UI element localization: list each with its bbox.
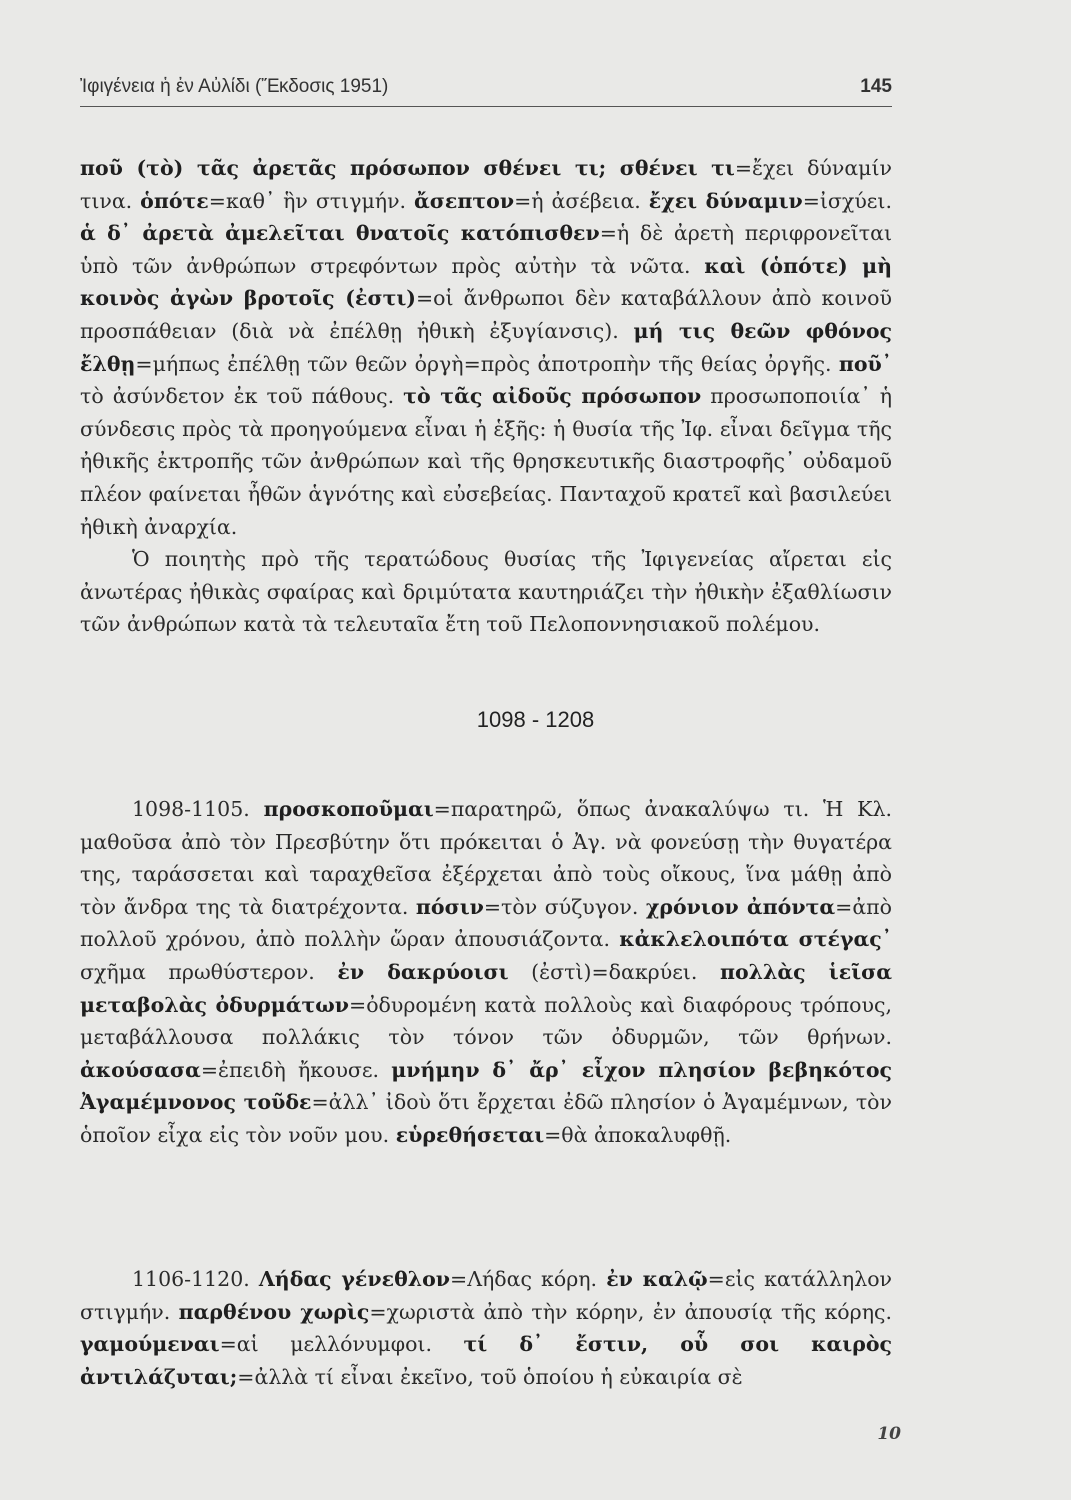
verse-reference: 1098-1105. (132, 797, 264, 821)
lemma: τὸ τᾶς αἰδοῦς πρόσωπον (403, 384, 702, 409)
lemma: πόσιν (415, 894, 484, 919)
lemma: πολλὰς ἱεῖσα μεταβολὰς ὀδυρμάτων (80, 959, 893, 1017)
printer-signature: 10 (877, 1424, 901, 1444)
gloss: τὸ ἀσύνδετον ἐκ τοῦ πάθους. (80, 384, 404, 409)
gloss: =μήπως ἐπέλθῃ τῶν θεῶν ὀργὴ=πρὸς ἀποτροπὴν τῆς θείας ὀργῆς. (135, 351, 839, 376)
lemma: κἀκλελοιπότα στέγας᾿ (619, 927, 892, 952)
gloss: =ἀλλὰ τί εἶναι ἐκεῖνο, τοῦ ὁποίου ἡ εὐκαιρία σὲ (237, 1364, 743, 1389)
lemma: ἔχει δύναμιν (648, 188, 803, 213)
gloss: =χωριστὰ ἀπὸ τὴν κόρην, ἐν ἀπουσίᾳ τῆς κόρης. (369, 1299, 892, 1324)
gloss: =θὰ ἀποκαλυφθῇ. (544, 1122, 732, 1147)
summary-paragraph: Ὁ ποιητὴς πρὸ τῆς τερατώδους θυσίας τῆς Ἰφιγενείας αἴρεται εἰς ἀνωτέρας ἠθικὰς σφαίρας καὶ δριμύτατα καυτηριάζει τὴν ἠθικὴν ἐξαθλίωσιν τῶν ἀνθρώπων κατὰ τὰ τελευταῖα ἔτη τοῦ Πελοποννησιακοῦ πολέμου. (80, 547, 892, 637)
lemma: ἐν δακρύοισι (337, 959, 509, 984)
lemma: ὁπότε (140, 188, 209, 213)
lemma: μνήμην δ᾿ ἄρ᾿ εἶχον πλησίον βεβηκότος Ἀγαμέμνονος τοῦδε (80, 1057, 892, 1115)
gloss: (ἐστὶ)=δακρύει. (508, 959, 720, 984)
gloss: =εἰς κατάλληλον στιγμήν. (80, 1267, 892, 1324)
lemma: ἁ δ᾿ ἀρετὰ ἀμελεῖται θνατοῖς κατόπισθεν (80, 221, 600, 246)
gloss: =ἀλλ᾿ ἰδοὺ ὅτι ἔρχεται ἐδῶ πλησίον ὁ Ἀγαμέμνων, τὸν ὁποῖον εἶχα εἰς τὸν νοῦν μου. (80, 1090, 892, 1147)
lemma: ποῦ᾿ (838, 351, 892, 376)
gloss: =ἀπὸ πολλοῦ χρόνου, ἀπὸ πολλὴν ὥραν ἀπουσιάζοντα. (80, 894, 892, 952)
lemma: Λήδας γένεθλον (258, 1267, 451, 1291)
lemma: χρόνιον ἀπόντα (645, 894, 836, 919)
gloss: προσωποποιία᾿ ἡ σύνδεσις πρὸς τὰ προηγούμενα εἶναι ἡ ἑξῆς: ἡ θυσία τῆς Ἰφ. εἶναι δεῖγμα τῆς ἠθικῆς ἐκτροπῆς τῶν ἀνθρώπων καὶ τῆς θρησκευτικῆς διαστροφῆς᾿ οὐδαμοῦ πλέον φαίνεται ἦθῶν ἁγνότης καὶ εὐσεβείας. Πανταχοῦ κρατεῖ καὶ βασιλεύει ἠθικὴ ἀναρχία. (80, 384, 892, 539)
lemma: καὶ (ὁπότε) μὴ κοινὸς ἀγὼν βροτοῖς (ἐστι) (80, 253, 892, 311)
lemma: τί δ᾿ ἔστιν, οὗ σοι καιρὸς ἀντιλάζυται; (80, 1332, 892, 1389)
gloss: =τὸν σύζυγον. (483, 894, 646, 919)
gloss: =ἡ ἀσέβεια. (514, 188, 649, 213)
lemma: μή τις θεῶν φθόνος ἔλθῃ (80, 318, 893, 376)
intro-commentary (80, 152, 892, 641)
gloss: =ἰσχύει. (802, 188, 892, 213)
lemma: ἐν καλῷ (606, 1267, 708, 1291)
gloss: =ἐπειδὴ ἤκουσε. (200, 1057, 392, 1082)
lemma: ποῦ (τὸ) τᾶς ἀρετᾶς πρόσωπον σθένει τι; σθένει τι (80, 156, 735, 180)
page-header (80, 76, 892, 107)
gloss: =οἱ ἄνθρωποι δὲν καταβάλλουν ἀπὸ κοινοῦ προσπάθειαν (διὰ νὰ ἐπέλθῃ ἠθικὴ ἐξυγίανσις). (80, 286, 892, 343)
lemma: ἄσεπτον (414, 188, 515, 213)
gloss: =ὀδυρομένη κατὰ πολλοὺς καὶ διαφόρους τρόπους, μεταβάλλουσα πολλάκις τὸν τόνον τῶν ὀδυρμῶν, τῶν θρήνων. (80, 992, 892, 1050)
commentary-1098-1105 (80, 793, 892, 1152)
gloss: =καθ᾿ ἣν στιγμήν. (208, 188, 414, 213)
gloss: =Λήδας κόρη. (450, 1267, 607, 1291)
lemma: εὑρεθήσεται (395, 1122, 545, 1147)
lemma: γαμούμεναι (80, 1332, 220, 1357)
intro-paragraph (80, 152, 892, 543)
running-title: Ἰφιγένεια ἡ ἐν Αὐλίδι (Ἔκδοσις 1951) (80, 76, 389, 97)
gloss: =ἔχει δύναμίν τινα. (80, 156, 892, 213)
section-heading: 1098 - 1208 (476, 707, 595, 732)
lemma: παρθένου χωρὶς (178, 1299, 370, 1324)
gloss: =παρατηρῶ, ὅπως ἀνακαλύψω τι. Ἡ Κλ. μαθοῦσα ἀπὸ τὸν Πρεσβύτην ὅτι πρόκειται ὁ Ἀγ. νὰ φονεύσῃ τὴν θυγατέρα της, ταράσσεται καὶ ταραχθεῖσα ἐξέρχεται ἀπὸ τοὺς οἴκους, ἵνα μάθῃ ἀπὸ τὸν ἄνδρα της τὰ διατρέχοντα. (80, 797, 892, 919)
commentary-1106-1120 (80, 1263, 892, 1393)
page-number: 145 (860, 76, 892, 97)
verse-reference: 1106-1120. (132, 1267, 259, 1291)
gloss: =αἱ μελλόνυμφοι. (219, 1332, 464, 1357)
lemma: προσκοποῦμαι (263, 797, 434, 821)
gloss: =ἡ δὲ ἀρετὴ περιφρονεῖται ὑπὸ τῶν ἀνθρώπων στρεφόντων πρὸς αὐτὴν τὰ νῶτα. (80, 221, 892, 278)
gloss: σχῆμα πρωθύστερον. (80, 959, 338, 984)
lemma: ἀκούσασα (80, 1057, 201, 1082)
